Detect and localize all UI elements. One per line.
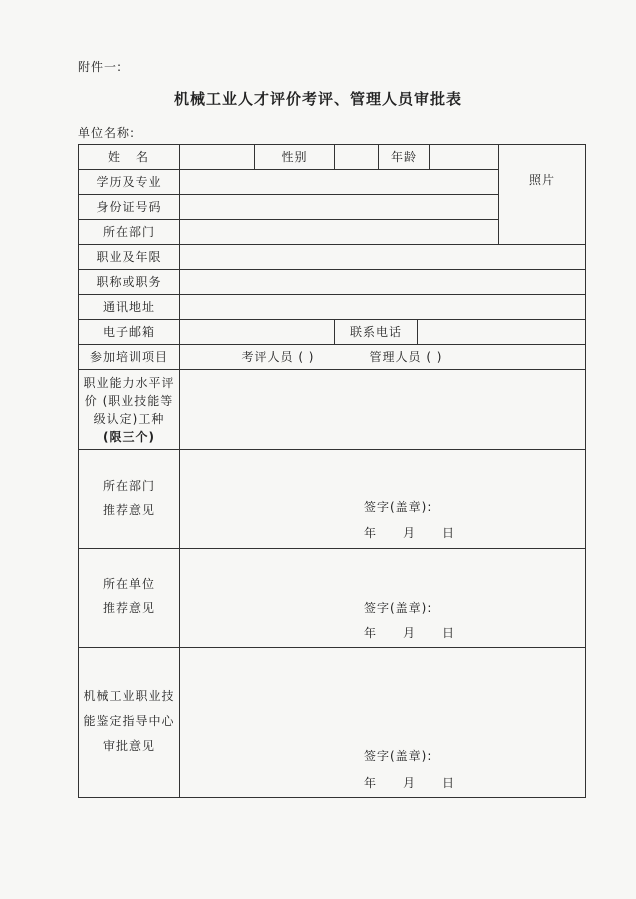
- name-label: 姓 名: [107, 150, 150, 164]
- gender-label: 性别: [281, 150, 308, 164]
- unit-name-label: 单位名称:: [78, 126, 136, 140]
- skill-type-label: [79, 370, 179, 449]
- age-label: 年龄: [390, 150, 417, 164]
- dept-opinion-label: [79, 474, 179, 522]
- center-approval-label: [79, 684, 179, 759]
- dept-date: 年 月 日: [364, 526, 456, 540]
- option-manager[interactable]: 管理人员 ( ): [369, 350, 443, 364]
- unit-opinion-label: [79, 572, 179, 620]
- grid-line: [585, 144, 586, 798]
- phone-field[interactable]: [418, 320, 585, 344]
- skill-limit-note: (限三个): [103, 429, 155, 444]
- education-field[interactable]: [180, 170, 498, 194]
- dept-signature: 签字(盖章):: [364, 500, 433, 514]
- grid-line: [78, 797, 586, 798]
- occupation-label: 职业及年限: [96, 250, 162, 264]
- address-field[interactable]: [180, 295, 585, 319]
- skill-label-line: 职业能力水平评: [83, 375, 175, 390]
- phone-label: 联系电话: [349, 325, 402, 339]
- attachment-label: 附件一:: [78, 60, 123, 74]
- email-field[interactable]: [180, 320, 334, 344]
- skill-label-line: 级认定)工种: [93, 411, 165, 426]
- form-title: 机械工业人才评价考评、管理人员审批表: [173, 90, 462, 108]
- id-number-field[interactable]: [180, 195, 498, 219]
- email-label: 电子邮箱: [102, 325, 155, 339]
- center-approval-line: 能鉴定指导中心: [83, 714, 175, 728]
- skill-label-line: 价 (职业技能等: [84, 393, 174, 408]
- department-field[interactable]: [180, 220, 498, 244]
- name-field[interactable]: [180, 145, 254, 169]
- unit-opinion-line: 推荐意见: [102, 601, 155, 615]
- dept-opinion-line: 所在部门: [102, 479, 155, 493]
- unit-date: 年 月 日: [364, 626, 456, 640]
- job-title-field[interactable]: [180, 270, 585, 294]
- center-date: 年 月 日: [364, 776, 456, 790]
- approval-form: [78, 144, 586, 798]
- skill-type-field[interactable]: [180, 370, 585, 449]
- center-approval-line: 审批意见: [102, 739, 155, 753]
- id-number-label: 身份证号码: [96, 200, 162, 214]
- dept-opinion-line: 推荐意见: [102, 503, 155, 517]
- unit-opinion-line: 所在单位: [102, 577, 155, 591]
- occupation-field[interactable]: [180, 245, 585, 269]
- option-assessor[interactable]: 考评人员 ( ): [241, 350, 315, 364]
- gender-field[interactable]: [335, 145, 378, 169]
- department-label: 所在部门: [102, 225, 155, 239]
- education-label: 学历及专业: [96, 175, 162, 189]
- training-label: 参加培训项目: [89, 350, 168, 364]
- photo-label: 照片: [528, 173, 555, 187]
- job-title-label: 职称或职务: [96, 275, 162, 289]
- age-field[interactable]: [430, 145, 498, 169]
- center-signature: 签字(盖章):: [364, 749, 433, 763]
- address-label: 通讯地址: [102, 300, 155, 314]
- unit-signature: 签字(盖章):: [364, 601, 433, 615]
- center-approval-line: 机械工业职业技: [83, 689, 175, 703]
